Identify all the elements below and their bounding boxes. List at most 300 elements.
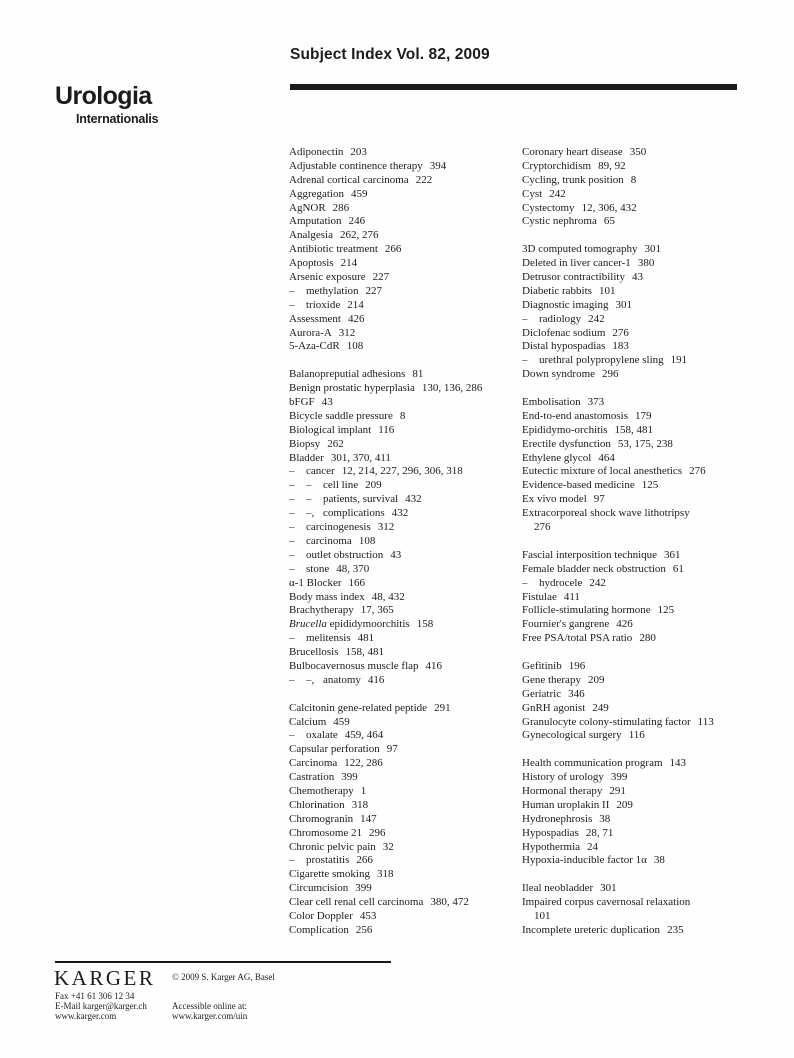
entry-term: Brucellosis [289, 646, 339, 659]
index-entry [522, 368, 780, 382]
index-entry [522, 285, 780, 299]
entry-term: Bladder [289, 451, 324, 464]
entry-pages: 256 [355, 923, 373, 936]
entry-pages: 235 [667, 923, 684, 936]
entry-pages: 209 [365, 479, 382, 492]
subentry-dash: – [289, 479, 295, 492]
index-entry [522, 771, 780, 785]
entry-term: Eutectic mixture of local anesthetics [522, 465, 683, 478]
subentry-dash: – [306, 493, 312, 506]
entry-pages: 222 [415, 173, 433, 186]
index-entry [289, 604, 517, 618]
entry-pages: 108 [358, 534, 376, 547]
index-entry [522, 507, 780, 521]
index-entry [289, 465, 517, 479]
index-entry [522, 799, 780, 813]
entry-pages: 12, 214, 227, 296, 306, 318 [341, 465, 463, 478]
index-gap [522, 382, 780, 396]
entry-term: Chromosome 21 [289, 826, 363, 839]
entry-pages: 143 [669, 757, 687, 770]
entry-term: Ethylene glycol [522, 451, 592, 464]
index-gap [522, 743, 780, 757]
subentry-dash: – [522, 354, 528, 367]
entry-term: Gene therapy [522, 673, 581, 686]
index-entry [522, 716, 780, 730]
entry-pages: 97 [593, 493, 605, 506]
entry-pages: 28, 71 [585, 826, 614, 839]
index-entry [522, 257, 780, 271]
entry-pages: 373 [587, 396, 605, 409]
subentry-dash: – [289, 465, 295, 478]
index-entry [522, 493, 780, 507]
entry-term: 101 [534, 909, 551, 922]
entry-pages: 61 [672, 562, 684, 575]
entry-pages: 209 [616, 798, 633, 811]
entry-term: History of urology [522, 771, 604, 784]
footer-rule [55, 961, 391, 963]
entry-term: urethral polypropylene sling [539, 354, 664, 367]
entry-term: oxalate [306, 729, 338, 742]
entry-term: Clear cell renal cell carcinoma [289, 896, 424, 909]
subentry-dash: – [289, 562, 295, 575]
entry-term: 276 [534, 521, 551, 534]
entry-term: Ileal neobladder [522, 882, 594, 895]
entry-term: Assessment [289, 312, 341, 325]
index-entry [289, 757, 517, 771]
entry-pages: 276 [612, 326, 629, 339]
entry-pages: 48, 432 [371, 590, 405, 603]
entry-term: Color Doppler [289, 909, 353, 922]
subentry-dash: – [289, 284, 295, 297]
entry-pages: 380, 472 [430, 896, 469, 909]
entry-term: Balanopreputial adhesions [289, 368, 406, 381]
entry-pages: 350 [629, 146, 647, 158]
entry-term: Cyst [522, 187, 543, 200]
entry-pages: 312 [377, 521, 395, 534]
index-entry [522, 563, 780, 577]
entry-pages: 108 [346, 340, 364, 353]
index-entry [522, 174, 780, 188]
index-entry [522, 243, 780, 257]
entry-term: Complication [289, 923, 349, 936]
index-entry [522, 591, 780, 605]
index-entry [522, 896, 780, 910]
entry-pages: 416 [367, 673, 385, 686]
entry-pages: 24 [587, 840, 599, 853]
entry-term: Deleted in liver cancer-1 [522, 257, 631, 270]
entry-pages: 8 [399, 409, 406, 422]
index-entry [289, 424, 517, 438]
entry-term: Gefitinib [522, 659, 562, 672]
publisher-fax: Fax +41 61 306 12 34 [55, 991, 135, 1001]
entry-pages: 116 [628, 729, 645, 742]
index-entry [289, 146, 517, 160]
index-entry [522, 813, 780, 827]
index-entry [289, 382, 517, 396]
index-entry [289, 188, 517, 202]
entry-pages: 276 [689, 465, 706, 478]
entry-term: Aggregation [289, 187, 344, 200]
entry-pages: 291 [434, 701, 451, 714]
entry-term: Castration [289, 771, 335, 784]
online-access-label: Accessible online at: [172, 1001, 247, 1011]
index-entry [522, 340, 780, 354]
entry-pages: 286 [332, 201, 350, 214]
entry-term: Cryptorchidism [522, 159, 592, 172]
entry-term: Analgesia [289, 229, 333, 242]
entry-term: Cystic nephroma [522, 215, 597, 228]
entry-term: Diabetic rabbits [522, 284, 592, 297]
entry-term: Female bladder neck obstruction [522, 562, 666, 575]
index-entry [522, 882, 780, 896]
entry-term: Chlorination [289, 798, 345, 811]
entry-term: Circumcision [289, 882, 349, 895]
entry-pages: 48, 370 [336, 562, 370, 575]
index-left-column [289, 146, 517, 938]
publisher-logo: KARGER [54, 966, 156, 990]
entry-term: carcinogenesis [306, 521, 371, 534]
entry-term: Hypoxia-inducible factor 1α [522, 854, 647, 867]
index-entry [522, 910, 780, 924]
index-entry [289, 799, 517, 813]
journal-logo-subtitle: Internationalis [76, 112, 159, 126]
index-entry [522, 924, 780, 938]
entry-term: epididymoorchitis [329, 618, 410, 631]
entry-term: Coronary heart disease [522, 146, 623, 158]
entry-term: trioxide [306, 298, 341, 311]
entry-pages: 432 [405, 493, 422, 506]
subentry-dash: – [522, 312, 528, 325]
entry-pages: 318 [351, 798, 369, 811]
entry-term: Brachytherapy [289, 604, 354, 617]
entry-pages: 227 [365, 284, 383, 297]
index-entry [289, 215, 517, 229]
index-entry [522, 479, 780, 493]
entry-pages: 113 [697, 715, 714, 728]
index-entry [522, 202, 780, 216]
entry-term: Free PSA/total PSA ratio [522, 632, 633, 645]
index-entry [289, 396, 517, 410]
entry-pages: 32 [382, 840, 394, 853]
index-gap [522, 646, 780, 660]
entry-pages: 122, 286 [344, 757, 383, 770]
index-entry [522, 577, 780, 591]
index-entry [522, 410, 780, 424]
entry-term: GnRH agonist [522, 701, 586, 714]
entry-term: Evidence-based medicine [522, 479, 635, 492]
index-entry [289, 160, 517, 174]
entry-pages: 43 [390, 548, 402, 561]
entry-term: Adjustable continence therapy [289, 159, 423, 172]
entry-pages: 179 [635, 409, 652, 422]
entry-pages: 432 [391, 507, 409, 520]
entry-term: cell line [323, 479, 359, 492]
index-entry [522, 618, 780, 632]
entry-term: complications [323, 507, 385, 520]
entry-pages: 209 [587, 673, 605, 686]
entry-term: Carcinoma [289, 757, 338, 770]
subentry-dash: – [289, 534, 295, 547]
index-gap [522, 535, 780, 549]
entry-term: Hypothermia [522, 840, 581, 853]
index-entry [289, 299, 517, 313]
entry-pages: 312 [338, 326, 356, 339]
entry-pages: 262 [327, 437, 344, 450]
entry-term: Health communication program [522, 757, 663, 770]
index-entry [522, 465, 780, 479]
entry-term-italic: Brucella [289, 618, 327, 631]
entry-term: Body mass index [289, 590, 365, 603]
entry-pages: 214 [340, 257, 358, 270]
index-entry [522, 604, 780, 618]
index-entry [289, 702, 517, 716]
subentry-dash: – [289, 854, 295, 867]
index-entry [522, 438, 780, 452]
index-entry [289, 896, 517, 910]
index-entry [289, 674, 517, 688]
index-entry [289, 660, 517, 674]
index-entry [289, 507, 517, 521]
entry-pages: 481 [357, 632, 375, 645]
index-entry [289, 313, 517, 327]
subentry-dash: – [289, 521, 295, 534]
entry-pages: 399 [610, 771, 628, 784]
index-entry [522, 702, 780, 716]
entry-pages: 203 [350, 146, 367, 158]
index-gap [522, 229, 780, 243]
entry-term: Down syndrome [522, 368, 596, 381]
index-entry [522, 327, 780, 341]
index-entry [289, 716, 517, 730]
index-entry [289, 771, 517, 785]
entry-pages: 214 [347, 298, 364, 311]
entry-pages: 262, 276 [339, 229, 379, 242]
entry-pages: 361 [664, 548, 681, 561]
entry-pages: 196 [568, 659, 586, 672]
entry-term: Hypospadias [522, 826, 579, 839]
entry-term: prostatitis [306, 854, 350, 867]
entry-pages: 464 [598, 451, 615, 464]
index-entry [289, 924, 517, 938]
entry-term: Calcitonin gene-related peptide [289, 701, 428, 714]
entry-term: Granulocyte colony-stimulating factor [522, 715, 691, 728]
index-entry [289, 910, 517, 924]
index-entry [522, 354, 780, 368]
entry-term: Bulbocavernosus muscle flap [289, 659, 419, 672]
index-entry [289, 868, 517, 882]
entry-term: Fascial interposition technique [522, 548, 658, 561]
entry-pages: 130, 136, 286 [421, 382, 483, 395]
entry-term: Chemotherapy [289, 784, 354, 797]
entry-pages: 147 [360, 812, 377, 825]
entry-pages: 426 [347, 312, 365, 325]
index-entry [522, 785, 780, 799]
entry-pages: 17, 365 [360, 604, 394, 617]
entry-term: patients, survival [323, 493, 399, 506]
entry-pages: 301 [600, 882, 617, 895]
entry-pages: 65 [603, 215, 615, 228]
index-entry [289, 743, 517, 757]
index-entry [522, 688, 780, 702]
entry-pages: 399 [341, 771, 358, 784]
index-entry [289, 577, 517, 591]
entry-term: Antibiotic treatment [289, 243, 378, 256]
entry-pages: 346 [568, 687, 585, 700]
index-entry [289, 632, 517, 646]
index-entry [289, 591, 517, 605]
entry-pages: 81 [412, 368, 424, 381]
entry-pages: 459 [333, 715, 350, 728]
entry-term: Erectile dysfunction [522, 437, 611, 450]
entry-pages: 1 [360, 784, 367, 797]
entry-term: Bicycle saddle pressure [289, 409, 393, 422]
entry-pages: 453 [359, 909, 377, 922]
entry-pages: 246 [348, 215, 366, 228]
index-entry [289, 729, 517, 743]
subentry-dash: –, [306, 673, 315, 686]
entry-term: outlet obstruction [306, 548, 384, 561]
entry-term: Incomplete ureteric duplication [522, 923, 661, 936]
entry-term: melitensis [306, 632, 351, 645]
entry-term: Benign prostatic hyperplasia [289, 382, 415, 395]
entry-term: cancer [306, 465, 335, 478]
entry-pages: 301 [644, 243, 661, 256]
entry-pages: 53, 175, 238 [617, 437, 673, 450]
index-entry [289, 827, 517, 841]
entry-pages: 43 [321, 396, 333, 409]
index-entry [522, 827, 780, 841]
index-entry [289, 493, 517, 507]
entry-term: stone [306, 562, 330, 575]
online-access-url: www.karger.com/uin [172, 1011, 248, 1021]
entry-pages: 8 [630, 173, 637, 186]
entry-term: Embolisation [522, 396, 581, 409]
entry-term: Aurora-A [289, 326, 332, 339]
entry-pages: 12, 306, 432 [581, 201, 637, 214]
entry-pages: 266 [384, 243, 402, 256]
entry-pages: 242 [589, 576, 606, 589]
index-entry [522, 729, 780, 743]
index-entry [289, 368, 517, 382]
subentry-dash: – [289, 493, 295, 506]
subentry-dash: – [522, 576, 528, 589]
index-gap [289, 688, 517, 702]
entry-term: Apoptosis [289, 257, 334, 270]
entry-pages: 280 [639, 632, 656, 645]
entry-pages: 38 [599, 812, 611, 825]
index-entry [289, 285, 517, 299]
entry-pages: 459 [350, 187, 368, 200]
subentry-dash: – [306, 479, 312, 492]
subentry-dash: – [289, 507, 295, 520]
index-entry [522, 188, 780, 202]
index-entry [522, 313, 780, 327]
index-entry [289, 535, 517, 549]
entry-term: Capsular perforation [289, 743, 380, 756]
entry-pages: 266 [356, 854, 373, 867]
entry-pages: 89, 92 [598, 159, 626, 172]
index-entry [522, 424, 780, 438]
entry-term: Amputation [289, 215, 342, 228]
index-entry [289, 618, 517, 632]
entry-pages: 411 [563, 590, 580, 603]
index-entry [522, 396, 780, 410]
title-rule [290, 84, 737, 90]
index-entry [522, 271, 780, 285]
subentry-dash: – [289, 548, 295, 561]
index-entry [289, 202, 517, 216]
entry-pages: 416 [425, 659, 443, 672]
entry-pages: 227 [372, 271, 390, 284]
entry-term: End-to-end anastomosis [522, 409, 629, 422]
entry-pages: 380 [637, 257, 655, 270]
subentry-dash: – [289, 729, 295, 742]
index-entry [522, 674, 780, 688]
entry-pages: 101 [598, 284, 616, 297]
entry-term: Ex vivo model [522, 493, 587, 506]
publisher-website: www.karger.com [55, 1011, 117, 1021]
index-entry [522, 452, 780, 466]
entry-term: Gynecological surgery [522, 729, 622, 742]
index-entry [289, 438, 517, 452]
index-entry [522, 632, 780, 646]
entry-term: anatomy [323, 673, 361, 686]
entry-pages: 394 [429, 159, 447, 172]
entry-term: Geriatric [522, 687, 562, 700]
index-entry [522, 521, 780, 535]
entry-term: Chromogranin [289, 812, 354, 825]
entry-pages: 125 [641, 479, 659, 492]
entry-term: 3D computed tomography [522, 243, 638, 256]
index-entry [289, 854, 517, 868]
index-entry [289, 257, 517, 271]
index-gap [289, 354, 517, 368]
entry-term: Biological implant [289, 423, 372, 436]
index-entry [522, 146, 780, 160]
entry-term: Adrenal cortical carcinoma [289, 173, 409, 186]
entry-term: Cigarette smoking [289, 868, 370, 881]
entry-pages: 242 [549, 187, 566, 200]
entry-pages: 166 [348, 576, 365, 589]
index-right-column [522, 146, 780, 938]
entry-pages: 318 [376, 868, 394, 881]
index-entry [289, 882, 517, 896]
index-gap [522, 868, 780, 882]
entry-term: Chronic pelvic pain [289, 840, 376, 853]
entry-term: Adiponectin [289, 146, 344, 158]
index-entry [289, 841, 517, 855]
index-entry [522, 160, 780, 174]
entry-pages: 459, 464 [344, 729, 384, 742]
entry-term: methylation [306, 284, 359, 297]
index-entry [522, 660, 780, 674]
entry-term: bFGF [289, 396, 315, 409]
index-entry [522, 757, 780, 771]
journal-logo-name: Urologia [55, 82, 152, 110]
index-entry [289, 340, 517, 354]
index-entry [522, 299, 780, 313]
index-entry [289, 479, 517, 493]
copyright-notice: © 2009 S. Karger AG, Basel [172, 972, 275, 982]
entry-pages: 158, 481 [614, 423, 654, 436]
entry-pages: 116 [378, 423, 395, 436]
entry-term: α-1 Blocker [289, 576, 342, 589]
index-entry [289, 410, 517, 424]
index-entry [289, 549, 517, 563]
entry-pages: 158, 481 [345, 646, 384, 659]
entry-term: Biopsy [289, 437, 321, 450]
index-entry [289, 813, 517, 827]
